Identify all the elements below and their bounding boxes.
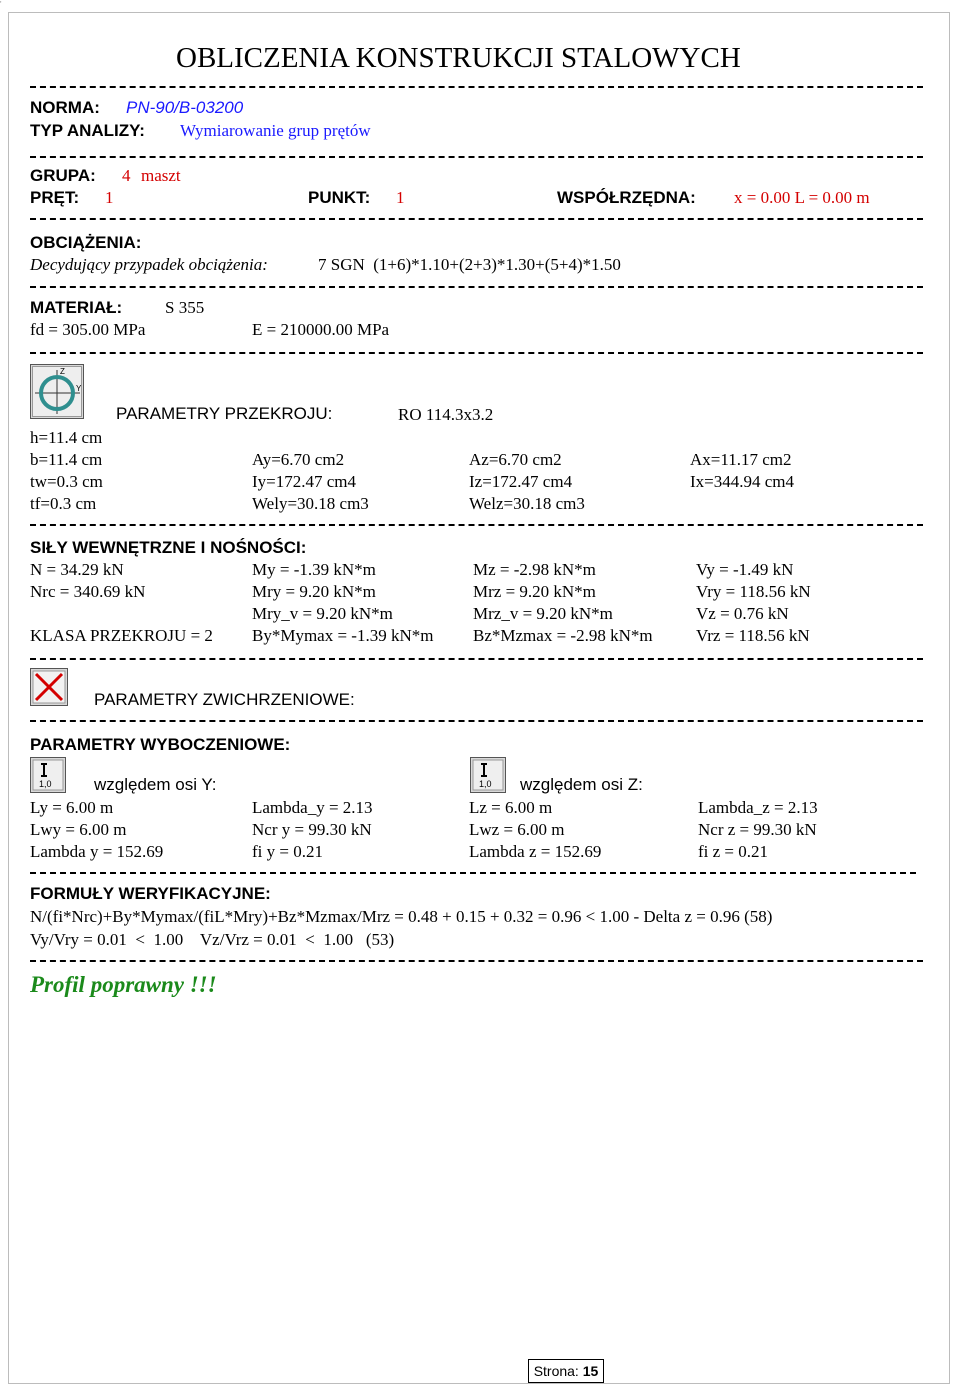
axis-y-label: względem osi Y: xyxy=(94,775,217,794)
section-b: b=11.4 cm xyxy=(30,450,103,469)
e-modulus-value: E = 210000.00 MPa xyxy=(252,320,390,339)
corner-mark: ' xyxy=(0,0,2,9)
force-mrz: Mrz = 9.20 kN*m xyxy=(473,582,596,601)
section-params-label: PARAMETRY PRZEKROJU: xyxy=(116,404,333,423)
svg-text:1,0: 1,0 xyxy=(39,779,52,789)
force-bz-mzmax: Bz*Mzmax = -2.98 kN*m xyxy=(473,626,653,645)
crossed-out-icon xyxy=(30,668,68,706)
force-nrc: Nrc = 340.69 kN xyxy=(30,582,146,601)
force-mry-v: Mry_v = 9.20 kN*m xyxy=(252,604,393,623)
buckling-params-label: PARAMETRY WYBOCZENIOWE: xyxy=(30,735,291,754)
verification-label: FORMUŁY WERYFIKACYJNE: xyxy=(30,884,271,903)
grupa-label: GRUPA: xyxy=(30,166,96,185)
lateral-torsional-params-label: PARAMETRY ZWICHRZENIOWE: xyxy=(94,690,355,709)
pret-value: 1 xyxy=(105,188,114,207)
divider xyxy=(30,872,916,874)
norma-value: PN-90/B-03200 xyxy=(126,98,244,117)
svg-text:Z: Z xyxy=(60,367,65,376)
page-number-label: Strona: xyxy=(533,1363,579,1379)
typ-analizy-label: TYP ANALIZY: xyxy=(30,121,145,140)
buckling-lambda-y-rel: Lambda_y = 2.13 xyxy=(252,798,373,817)
section-name: RO 114.3x3.2 xyxy=(398,405,494,424)
svg-text:Y: Y xyxy=(76,384,82,393)
divider xyxy=(30,960,923,962)
page-number xyxy=(528,1359,604,1383)
buckling-ncr-z: Ncr z = 99.30 kN xyxy=(698,820,817,839)
force-vry: Vry = 118.56 kN xyxy=(696,582,811,601)
force-my: My = -1.39 kN*m xyxy=(252,560,376,579)
fd-value: fd = 305.00 MPa xyxy=(30,320,146,339)
divider xyxy=(30,658,923,660)
buckling-lambda-z: Lambda z = 152.69 xyxy=(469,842,602,861)
buckling-fi-y: fi y = 0.21 xyxy=(252,842,323,861)
wspolrzedna-label: WSPÓŁRZĘDNA: xyxy=(557,188,696,207)
pret-label: PRĘT: xyxy=(30,188,80,207)
force-vrz: Vrz = 118.56 kN xyxy=(696,626,810,645)
page-title: OBLICZENIA KONSTRUKCJI STALOWYCH xyxy=(176,42,741,74)
divider xyxy=(30,86,923,88)
section-az: Az=6.70 cm2 xyxy=(469,450,562,469)
divider xyxy=(30,156,923,158)
typ-analizy-value: Wymiarowanie grup prętów xyxy=(180,121,371,140)
divider xyxy=(30,352,923,354)
buckling-length-icon xyxy=(30,757,66,793)
page-number-value: 15 xyxy=(582,1363,599,1379)
section-ix: Ix=344.94 cm4 xyxy=(690,472,795,491)
svg-text:1,0: 1,0 xyxy=(479,779,492,789)
section-welz: Welz=30.18 cm3 xyxy=(469,494,585,513)
axis-z-label: względem osi Z: xyxy=(520,775,643,794)
circular-tube-section-icon xyxy=(30,364,84,419)
buckling-length-icon xyxy=(470,757,506,793)
result-status: Profil poprawny !!! xyxy=(30,972,217,997)
divider xyxy=(30,286,923,288)
material-value: S 355 xyxy=(165,298,205,317)
buckling-fi-z: fi z = 0.21 xyxy=(698,842,769,861)
divider xyxy=(30,720,923,722)
buckling-ncr-y: Ncr y = 99.30 kN xyxy=(252,820,372,839)
grupa-name: maszt xyxy=(141,166,181,185)
grupa-number: 4 xyxy=(122,166,131,185)
buckling-lambda-z-rel: Lambda_z = 2.13 xyxy=(698,798,818,817)
section-tf: tf=0.3 cm xyxy=(30,494,97,513)
forces-label: SIŁY WEWNĘTRZNE I NOŚNOŚCI: xyxy=(30,538,307,557)
section-ay: Ay=6.70 cm2 xyxy=(252,450,345,469)
section-tw: tw=0.3 cm xyxy=(30,472,103,491)
section-wely: Wely=30.18 cm3 xyxy=(252,494,369,513)
verification-formula-2: Vy/Vry = 0.01 < 1.00 Vz/Vrz = 0.01 < 1.00 (53) xyxy=(30,930,395,949)
norma-label: NORMA: xyxy=(30,98,100,117)
section-class: KLASA PRZEKROJU = 2 xyxy=(30,626,213,645)
wspolrzedna-value: x = 0.00 L = 0.00 m xyxy=(734,188,870,207)
force-mrz-v: Mrz_v = 9.20 kN*m xyxy=(473,604,613,623)
load-case-value: 7 SGN (1+6)*1.10+(2+3)*1.30+(5+4)*1.50 xyxy=(318,255,621,274)
verification-formula-1: N/(fi*Nrc)+By*Mymax/(fiL*Mry)+Bz*Mzmax/Mrz = 0.48 + 0.15 + 0.32 = 0.96 < 1.00 - Delta z = 0.96 (58) xyxy=(30,907,773,926)
section-iy: Iy=172.47 cm4 xyxy=(252,472,357,491)
divider xyxy=(30,524,923,526)
force-mry: Mry = 9.20 kN*m xyxy=(252,582,376,601)
buckling-lz: Lz = 6.00 m xyxy=(469,798,553,817)
punkt-label: PUNKT: xyxy=(308,188,371,207)
buckling-lwy: Lwy = 6.00 m xyxy=(30,820,127,839)
section-h: h=11.4 cm xyxy=(30,428,103,447)
force-vz: Vz = 0.76 kN xyxy=(696,604,789,623)
divider xyxy=(30,218,923,220)
section-iz: Iz=172.47 cm4 xyxy=(469,472,573,491)
buckling-ly: Ly = 6.00 m xyxy=(30,798,114,817)
material-label: MATERIAŁ: xyxy=(30,298,123,317)
buckling-lwz: Lwz = 6.00 m xyxy=(469,820,565,839)
load-case-label: Decydujący przypadek obciążenia: xyxy=(30,255,268,274)
section-ax: Ax=11.17 cm2 xyxy=(690,450,792,469)
force-n: N = 34.29 kN xyxy=(30,560,124,579)
obciazenia-label: OBCIĄŻENIA: xyxy=(30,233,142,252)
buckling-lambda-y: Lambda y = 152.69 xyxy=(30,842,164,861)
punkt-value: 1 xyxy=(396,188,405,207)
force-vy: Vy = -1.49 kN xyxy=(696,560,794,579)
force-by-mymax: By*Mymax = -1.39 kN*m xyxy=(252,626,434,645)
force-mz: Mz = -2.98 kN*m xyxy=(473,560,596,579)
